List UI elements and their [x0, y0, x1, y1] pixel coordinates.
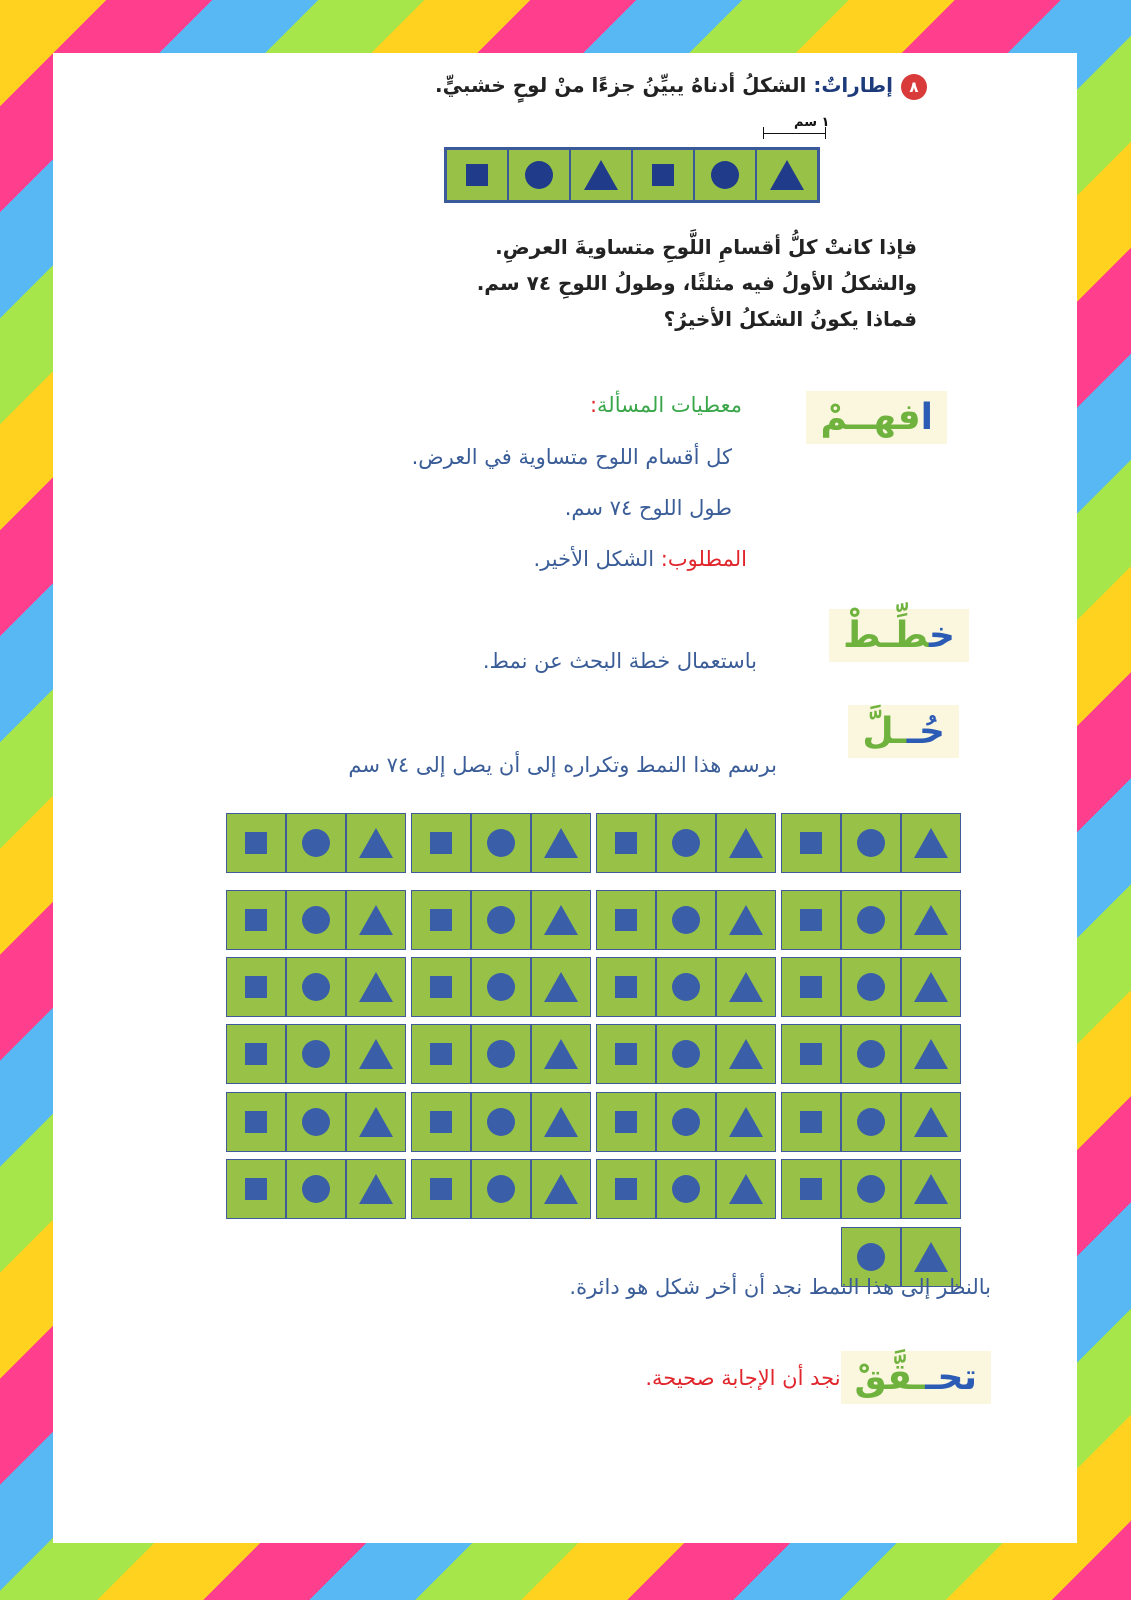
board-cell	[716, 957, 776, 1017]
square-shape	[615, 976, 637, 998]
board-cell	[716, 1159, 776, 1219]
plan-badge-first: خ	[929, 615, 955, 656]
board-cell	[656, 1092, 716, 1152]
pattern-board	[411, 1024, 591, 1084]
triangle-shape	[359, 905, 393, 935]
square-shape	[245, 976, 267, 998]
board-cell	[841, 1092, 901, 1152]
circle-shape	[672, 1040, 700, 1068]
board-cell	[531, 1092, 591, 1152]
board-cell	[411, 1024, 471, 1084]
triangle-shape	[544, 972, 578, 1002]
board-cell	[286, 957, 346, 1017]
pattern-board	[596, 1159, 776, 1219]
board-cell	[531, 813, 591, 873]
board-cell	[411, 890, 471, 950]
board-cell	[596, 957, 656, 1017]
board-cell	[841, 1159, 901, 1219]
board-cell	[756, 149, 818, 201]
board-cell	[781, 813, 841, 873]
givens-label: معطيات المسألة	[597, 393, 742, 417]
square-shape	[615, 1178, 637, 1200]
pattern-board	[781, 1092, 961, 1152]
board-cell	[471, 890, 531, 950]
square-shape	[615, 909, 637, 931]
triangle-shape	[544, 1039, 578, 1069]
board-cell	[508, 149, 570, 201]
square-shape	[430, 1111, 452, 1133]
question-line-2: والشكلُ الأولُ فيه مثلثًا، وطولُ اللوحِ ٧٤ سم.	[476, 271, 917, 295]
board-cell	[471, 1024, 531, 1084]
triangle-shape	[544, 1174, 578, 1204]
triangle-shape	[544, 905, 578, 935]
pattern-board	[226, 1024, 406, 1084]
question-title: إطاراتٌ:	[813, 73, 893, 97]
square-shape	[430, 976, 452, 998]
triangle-shape	[359, 828, 393, 858]
board-cell	[286, 1024, 346, 1084]
question-line-1: فإذا كانتْ كلُّ أقسامِ اللَّوحِ متساويةَ العرضِ.	[495, 235, 917, 259]
triangle-shape	[770, 160, 804, 190]
pattern-board	[596, 1092, 776, 1152]
check-row	[645, 1351, 991, 1404]
board-cell	[286, 1092, 346, 1152]
triangle-shape	[914, 1174, 948, 1204]
board-cell	[531, 957, 591, 1017]
given-1: كل أقسام اللوح متساوية في العرض.	[411, 445, 732, 469]
board-cell	[781, 1159, 841, 1219]
square-shape	[245, 832, 267, 854]
circle-shape	[487, 1040, 515, 1068]
question-title-rest: الشكلُ أدناهُ يبيِّنُ جزءًا منْ لوحٍ خشبيٍّ.	[435, 73, 807, 97]
pattern-board	[781, 813, 961, 873]
pattern-row	[231, 890, 961, 950]
board-cell	[656, 890, 716, 950]
board-cell	[226, 1024, 286, 1084]
board-cell	[226, 1092, 286, 1152]
square-shape	[245, 1178, 267, 1200]
board-cell	[841, 890, 901, 950]
square-shape	[800, 1178, 822, 1200]
question-line-3: فماذا يكونُ الشكلُ الأخيرُ؟	[663, 307, 917, 331]
board-cell	[716, 813, 776, 873]
board-cell	[901, 1159, 961, 1219]
square-shape	[245, 1111, 267, 1133]
board-cell	[841, 813, 901, 873]
pattern-board	[226, 957, 406, 1017]
scale-tick-right	[825, 127, 826, 139]
board-cell	[656, 813, 716, 873]
circle-shape	[672, 829, 700, 857]
board-cell	[446, 149, 508, 201]
square-shape	[245, 1043, 267, 1065]
board-cell	[346, 1159, 406, 1219]
triangle-shape	[914, 905, 948, 935]
square-shape	[615, 1111, 637, 1133]
square-shape	[245, 909, 267, 931]
solve-conclusion: بالنظر إلى هذا النمط نجد أن أخر شكل هو دائرة.	[569, 1275, 991, 1299]
pattern-row	[231, 813, 961, 873]
square-shape	[430, 832, 452, 854]
board-cell	[901, 957, 961, 1017]
circle-shape	[302, 829, 330, 857]
triangle-shape	[584, 160, 618, 190]
triangle-shape	[914, 972, 948, 1002]
triangle-shape	[914, 828, 948, 858]
wooden-board-strip	[444, 147, 820, 203]
plan-text: باستعمال خطة البحث عن نمط.	[482, 649, 757, 673]
circle-shape	[672, 906, 700, 934]
understand-badge	[806, 391, 947, 444]
pattern-row	[231, 1159, 961, 1219]
board-cell	[226, 813, 286, 873]
circle-shape	[857, 973, 885, 1001]
givens-colon: :	[589, 393, 598, 417]
board-cell	[841, 1024, 901, 1084]
circle-shape	[302, 906, 330, 934]
square-shape	[615, 1043, 637, 1065]
square-shape	[800, 1111, 822, 1133]
pattern-board	[411, 1159, 591, 1219]
board-cell	[286, 890, 346, 950]
board-cell	[471, 1159, 531, 1219]
board-cell	[781, 890, 841, 950]
given-2: طول اللوح ٧٤ سم.	[564, 496, 732, 520]
board-cell	[901, 890, 961, 950]
solve-badge	[848, 705, 959, 758]
circle-shape	[487, 906, 515, 934]
board-cell	[901, 1024, 961, 1084]
pattern-board	[596, 1024, 776, 1084]
board-cell	[471, 957, 531, 1017]
scale-line	[763, 133, 825, 134]
pattern-board	[781, 1159, 961, 1219]
triangle-shape	[729, 905, 763, 935]
circle-shape	[672, 1175, 700, 1203]
understand-badge-rest: فهــمْ	[820, 397, 921, 438]
circle-shape	[302, 1175, 330, 1203]
triangle-shape	[729, 1107, 763, 1137]
pattern-board	[226, 1092, 406, 1152]
triangle-shape	[544, 1107, 578, 1137]
board-cell	[596, 1159, 656, 1219]
board-cell	[694, 149, 756, 201]
board-cell	[716, 1024, 776, 1084]
circle-shape	[672, 973, 700, 1001]
square-shape	[430, 909, 452, 931]
board-cell	[286, 1159, 346, 1219]
board-cell	[471, 1092, 531, 1152]
board-cell	[632, 149, 694, 201]
board-cell	[596, 813, 656, 873]
required-line	[534, 547, 747, 571]
circle-shape	[487, 1108, 515, 1136]
square-shape	[800, 976, 822, 998]
square-shape	[430, 1043, 452, 1065]
circle-shape	[302, 973, 330, 1001]
board-cell	[781, 957, 841, 1017]
pattern-board	[596, 813, 776, 873]
pattern-board	[411, 1092, 591, 1152]
pattern-row	[231, 1092, 961, 1152]
board-cell	[531, 890, 591, 950]
solve-text: برسم هذا النمط وتكراره إلى أن يصل إلى ٧٤ سم	[348, 753, 777, 777]
board-cell	[471, 813, 531, 873]
triangle-shape	[359, 1039, 393, 1069]
check-badge-rest: ـقَّقْ	[854, 1357, 926, 1398]
board-cell	[596, 1024, 656, 1084]
check-badge-first: تحـ	[925, 1357, 977, 1398]
givens-heading	[590, 393, 742, 417]
scale-label: ١ سم	[794, 115, 830, 130]
triangle-shape	[359, 972, 393, 1002]
board-cell	[346, 813, 406, 873]
triangle-shape	[729, 1174, 763, 1204]
question-header	[435, 73, 927, 100]
circle-shape	[857, 1040, 885, 1068]
required-label: المطلوب:	[660, 547, 747, 571]
plan-badge	[829, 609, 969, 662]
square-shape	[800, 832, 822, 854]
circle-shape	[302, 1040, 330, 1068]
pattern-board	[781, 957, 961, 1017]
circle-shape	[302, 1108, 330, 1136]
square-shape	[430, 1178, 452, 1200]
circle-shape	[857, 1243, 885, 1271]
scale-tick-left	[763, 127, 764, 139]
board-cell	[346, 890, 406, 950]
board-cell	[346, 1024, 406, 1084]
pattern-board	[596, 957, 776, 1017]
board-cell	[781, 1092, 841, 1152]
board-cell	[596, 890, 656, 950]
solve-badge-rest: ـلَّ	[862, 711, 907, 752]
board-cell	[411, 1092, 471, 1152]
triangle-shape	[914, 1242, 948, 1272]
board-cell	[226, 890, 286, 950]
pattern-board	[411, 890, 591, 950]
board-cell	[570, 149, 632, 201]
check-text: نجد أن الإجابة صحيحة.	[645, 1365, 841, 1390]
question-number: ٨	[901, 74, 927, 100]
circle-shape	[487, 1175, 515, 1203]
pattern-board	[781, 890, 961, 950]
board-cell	[716, 890, 776, 950]
triangle-shape	[359, 1174, 393, 1204]
board-cell	[531, 1159, 591, 1219]
pattern-row	[231, 1024, 961, 1084]
circle-shape	[525, 161, 553, 189]
board-cell	[901, 1092, 961, 1152]
circle-shape	[857, 1175, 885, 1203]
pattern-board	[226, 890, 406, 950]
triangle-shape	[914, 1107, 948, 1137]
triangle-shape	[729, 828, 763, 858]
board-cell	[226, 957, 286, 1017]
square-shape	[466, 164, 488, 186]
board-cell	[841, 957, 901, 1017]
board-cell	[716, 1092, 776, 1152]
triangle-shape	[729, 972, 763, 1002]
square-shape	[615, 832, 637, 854]
triangle-shape	[544, 828, 578, 858]
board-cell	[781, 1024, 841, 1084]
solve-badge-first: حُـ	[906, 711, 945, 752]
board-cell	[656, 957, 716, 1017]
plan-badge-rest: طِّـطْ	[843, 615, 930, 656]
square-shape	[652, 164, 674, 186]
board-cell	[286, 813, 346, 873]
board-cell	[901, 813, 961, 873]
board-cell	[411, 813, 471, 873]
board-cell	[531, 1024, 591, 1084]
pattern-board	[411, 957, 591, 1017]
board-cell	[656, 1024, 716, 1084]
page	[53, 53, 1077, 1543]
pattern-board	[226, 813, 406, 873]
square-shape	[800, 909, 822, 931]
circle-shape	[672, 1108, 700, 1136]
board-cell	[226, 1159, 286, 1219]
board-cell	[411, 1159, 471, 1219]
circle-shape	[857, 906, 885, 934]
pattern-board	[596, 890, 776, 950]
triangle-shape	[729, 1039, 763, 1069]
square-shape	[800, 1043, 822, 1065]
board-cell	[656, 1159, 716, 1219]
circle-shape	[857, 1108, 885, 1136]
circle-shape	[857, 829, 885, 857]
pattern-row	[231, 957, 961, 1017]
understand-badge-first: ا	[920, 397, 933, 438]
triangle-shape	[914, 1039, 948, 1069]
board-cell	[596, 1092, 656, 1152]
pattern-board	[781, 1024, 961, 1084]
pattern-board	[411, 813, 591, 873]
circle-shape	[711, 161, 739, 189]
circle-shape	[487, 973, 515, 1001]
board-cell	[346, 957, 406, 1017]
board-cell	[346, 1092, 406, 1152]
required-value: الشكل الأخير.	[533, 547, 661, 571]
check-badge	[841, 1351, 991, 1404]
board-cell	[411, 957, 471, 1017]
triangle-shape	[359, 1107, 393, 1137]
circle-shape	[487, 829, 515, 857]
pattern-board	[226, 1159, 406, 1219]
